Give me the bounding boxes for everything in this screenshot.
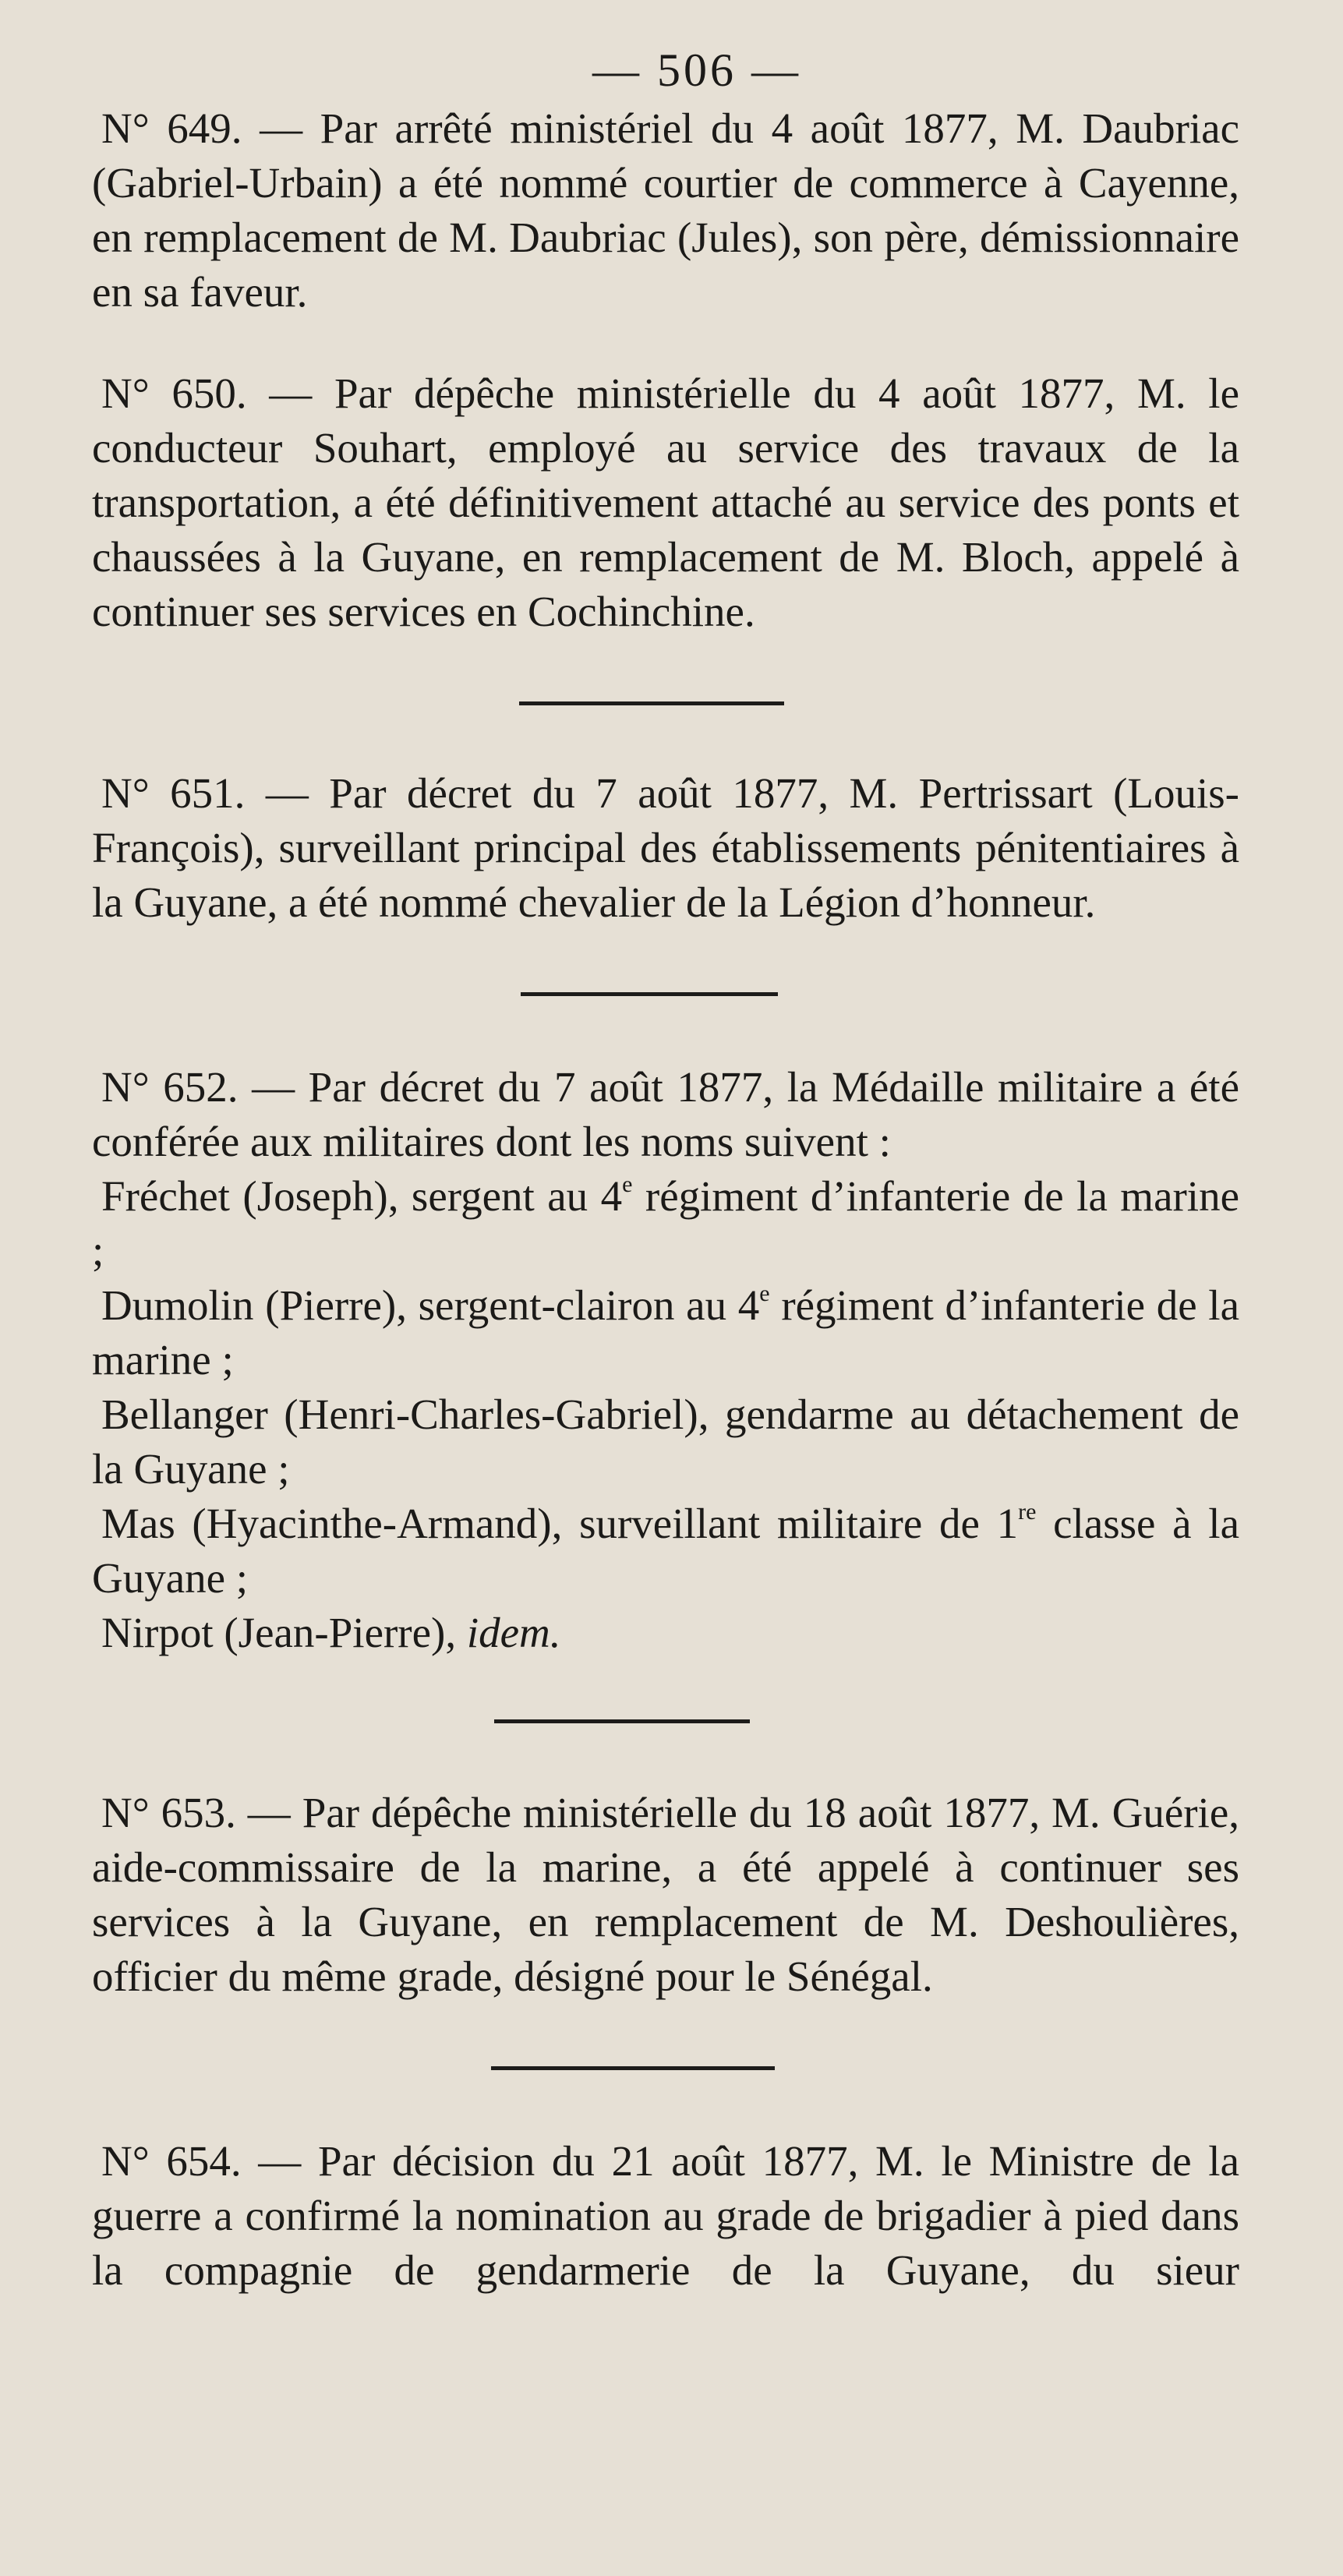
ordinal-suffix: e <box>759 1281 770 1306</box>
entry-text: régiment d’infanterie de la marine ; <box>92 1172 1240 1274</box>
entry-text: Dumolin (Pierre), sergent-clairon au 4 <box>101 1281 760 1329</box>
entry-text: classe à la Guyane ; <box>92 1500 1239 1602</box>
paragraph-651: N° 651. — Par décret du 7 août 1877, M. Pertrissart (Louis-François), surveillant principal des établissements pénitentiaires à la Guyane, a été nommé chevalier de la Légion d’honneur. <box>92 769 1239 926</box>
paragraph-653: N° 653. — Par dépêche ministérielle du 18 août 1877, M. Guérie, aide-commissaire de la marine, a été appelé à continuer ses services à la Guyane, en remplacement de M. Deshoulières, officier du même grade, désigné pour le Sénégal. <box>92 1789 1239 2000</box>
document-page <box>92 44 1240 2298</box>
paragraph-652-intro: N° 652. — Par décret du 7 août 1877, la Médaille militaire a été conférée aux militaires dont les noms suivent : <box>92 1063 1239 1165</box>
paragraph-649: N° 649. — Par arrêté ministériel du 4 août 1877, M. Daubriac (Gabriel-Urbain) a été nommé courtier de commerce à Cayenne, en remplacement de M. Daubriac (Jules), son père, démissionnaire en sa faveur. <box>92 104 1239 316</box>
page-number: — 506 — <box>592 44 801 96</box>
paragraph-650: N° 650. — Par dépêche ministérielle du 4 août 1877, M. le conducteur Souhart, employé au service des travaux de la transportation, a été définitivement attaché au service des ponts et chaussées à la Guyane, en remplacement de M. Bloch, appelé à continuer ses services en Cochinchine. <box>92 369 1239 635</box>
separator-rule <box>521 992 778 996</box>
separator-rule <box>494 1719 750 1723</box>
entry-text: régiment d’infanterie de la marine ; <box>92 1281 1239 1383</box>
medal-entry-bellanger: Bellanger (Henri-Charles-Gabriel), gendarme au détachement de la Guyane ; <box>92 1390 1239 1493</box>
entry-text: Mas (Hyacinthe-Armand), surveillant militaire de 1 <box>101 1500 1019 1547</box>
paragraph-654: N° 654. — Par décision du 21 août 1877, M. le Ministre de la guerre a confirmé la nomination au grade de brigadier à pied dans la compagnie de gendarmerie de la Guyane, du sieur <box>92 2137 1239 2294</box>
spacer <box>92 320 1239 366</box>
medal-entry-frechet <box>92 1169 1239 1278</box>
ordinal-suffix: e <box>622 1171 633 1197</box>
medal-entry-nirpot <box>92 1606 1239 1660</box>
medal-entry-mas <box>92 1496 1239 1606</box>
entry-italic: idem. <box>466 1609 561 1656</box>
ordinal-suffix: re <box>1018 1499 1037 1525</box>
entry-text: Fréchet (Joseph), sergent au 4 <box>101 1172 623 1220</box>
medal-entry-dumolin <box>92 1278 1239 1387</box>
separator-rule <box>491 2066 775 2070</box>
separator-rule <box>519 701 784 705</box>
entry-text: Nirpot (Jean-Pierre), <box>101 1609 467 1656</box>
